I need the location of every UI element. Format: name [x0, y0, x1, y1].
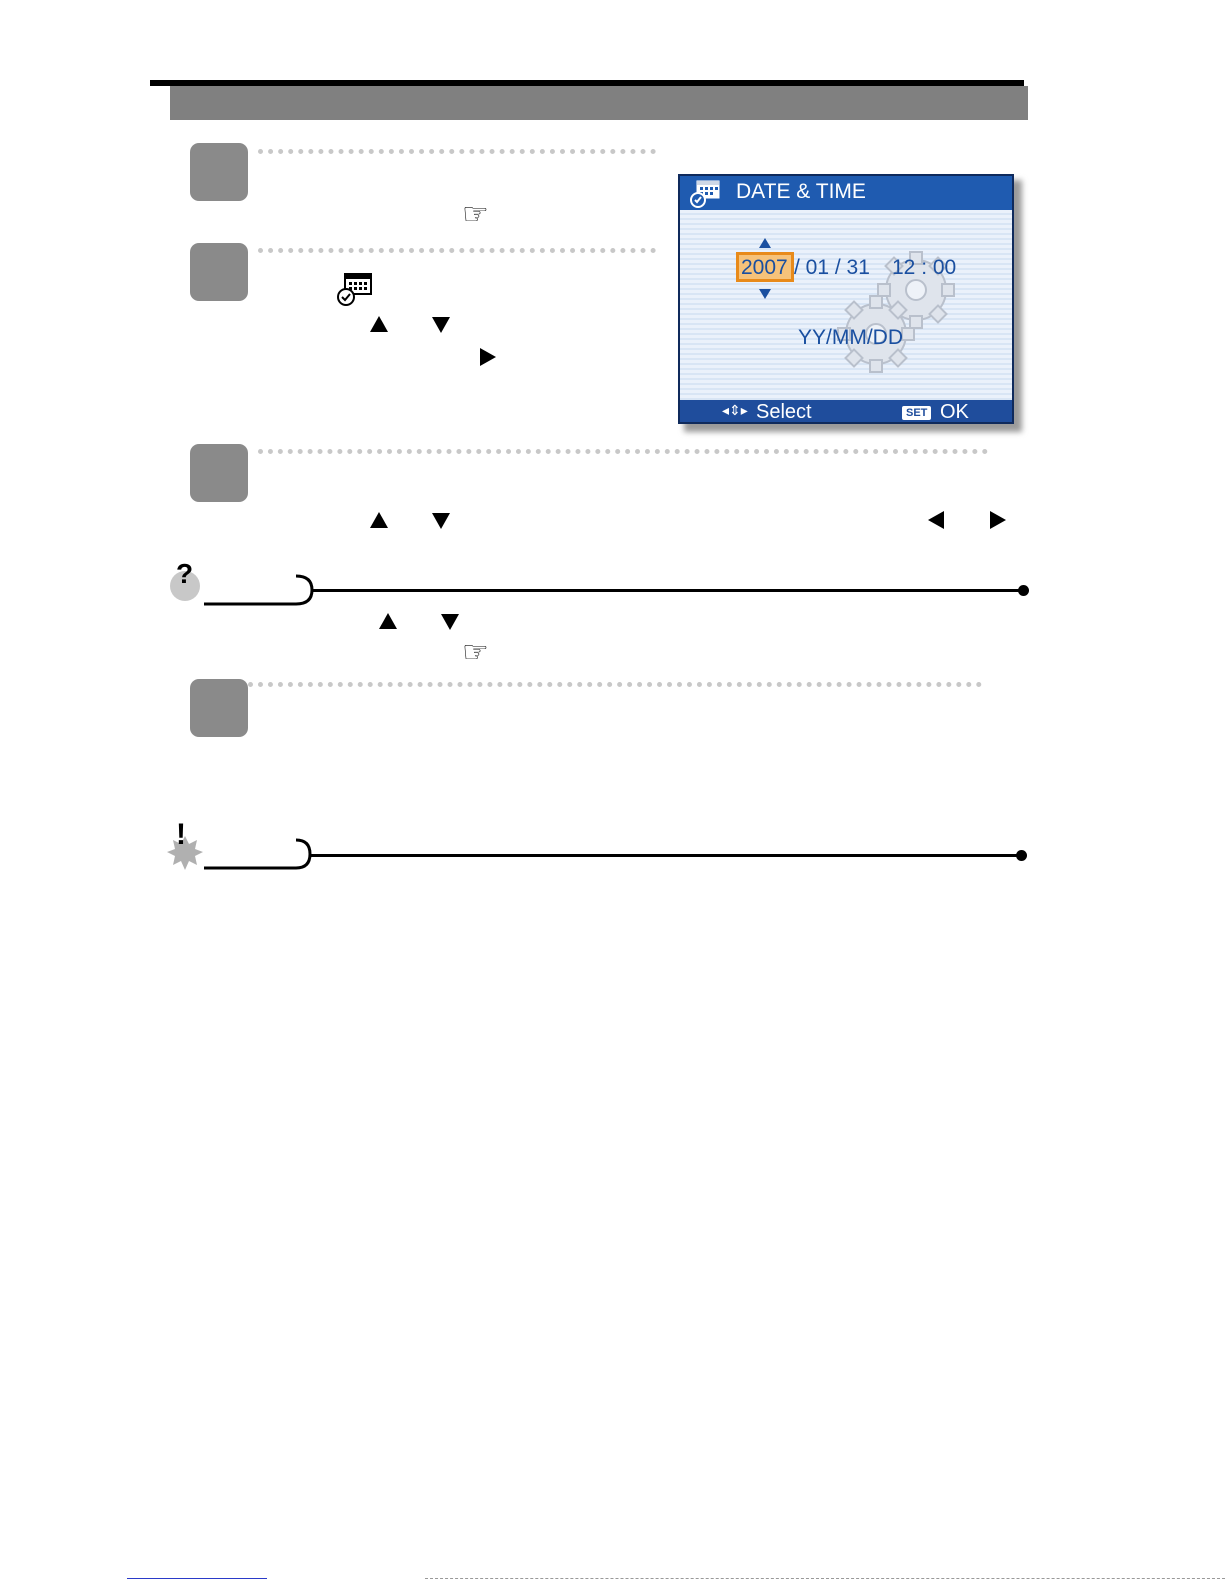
step-2-dotted-rule: [258, 248, 656, 253]
step-4-dotted-rule: [248, 682, 982, 687]
step-4-box: [190, 679, 248, 737]
left-arrow-icon: [928, 511, 944, 529]
step-3-dotted-rule: [258, 449, 988, 454]
step-2-box: [190, 243, 248, 301]
lcd-up-arrow-icon: [759, 238, 771, 248]
lcd-ok-label: OK: [940, 401, 969, 423]
caution-rule: [310, 854, 1022, 857]
tip-rule-end-dot: [1018, 585, 1029, 596]
date-time-menu-icon: [336, 272, 374, 308]
down-arrow-icon: [432, 513, 450, 529]
up-arrow-icon: [370, 316, 388, 332]
caution-exclamation-mark: !: [176, 818, 186, 851]
step-3-box: [190, 444, 248, 502]
caution-bracket: [200, 836, 320, 872]
step-1-box: [190, 143, 248, 201]
lcd-year: 2007: [741, 256, 788, 279]
tip-rule: [312, 589, 1024, 592]
pointing-hand-icon: ☞: [462, 636, 489, 669]
lcd-four-way-icon: ◂⇕▸: [722, 402, 748, 418]
camera-lcd-screen: [678, 174, 1014, 424]
step-1-dotted-rule: [258, 149, 656, 154]
down-arrow-icon: [441, 614, 459, 630]
lcd-format: YY/MM/DD: [798, 326, 903, 349]
lcd-date-rest: / 01 / 31: [794, 256, 870, 279]
tip-bracket: [200, 572, 320, 608]
lcd-date-time-icon: [688, 179, 722, 209]
tip-question-mark: ?: [176, 558, 194, 589]
up-arrow-icon: [370, 512, 388, 528]
down-arrow-icon: [432, 317, 450, 333]
lcd-title: DATE & TIME: [736, 180, 866, 203]
lcd-time: 12 : 00: [892, 256, 957, 279]
right-arrow-icon: [990, 511, 1006, 529]
lcd-set-badge: SET: [902, 406, 931, 420]
lcd-select-label: Select: [756, 401, 812, 423]
lcd-down-arrow-icon: [759, 289, 771, 299]
right-arrow-icon: [480, 348, 496, 366]
footer-link-underline: [127, 1578, 267, 1579]
caution-rule-end-dot: [1016, 850, 1027, 861]
footer-dashed-rule: [425, 1578, 1225, 1579]
section-header-bar: [170, 86, 1028, 120]
pointing-hand-icon: ☞: [462, 198, 489, 231]
up-arrow-icon: [379, 613, 397, 629]
